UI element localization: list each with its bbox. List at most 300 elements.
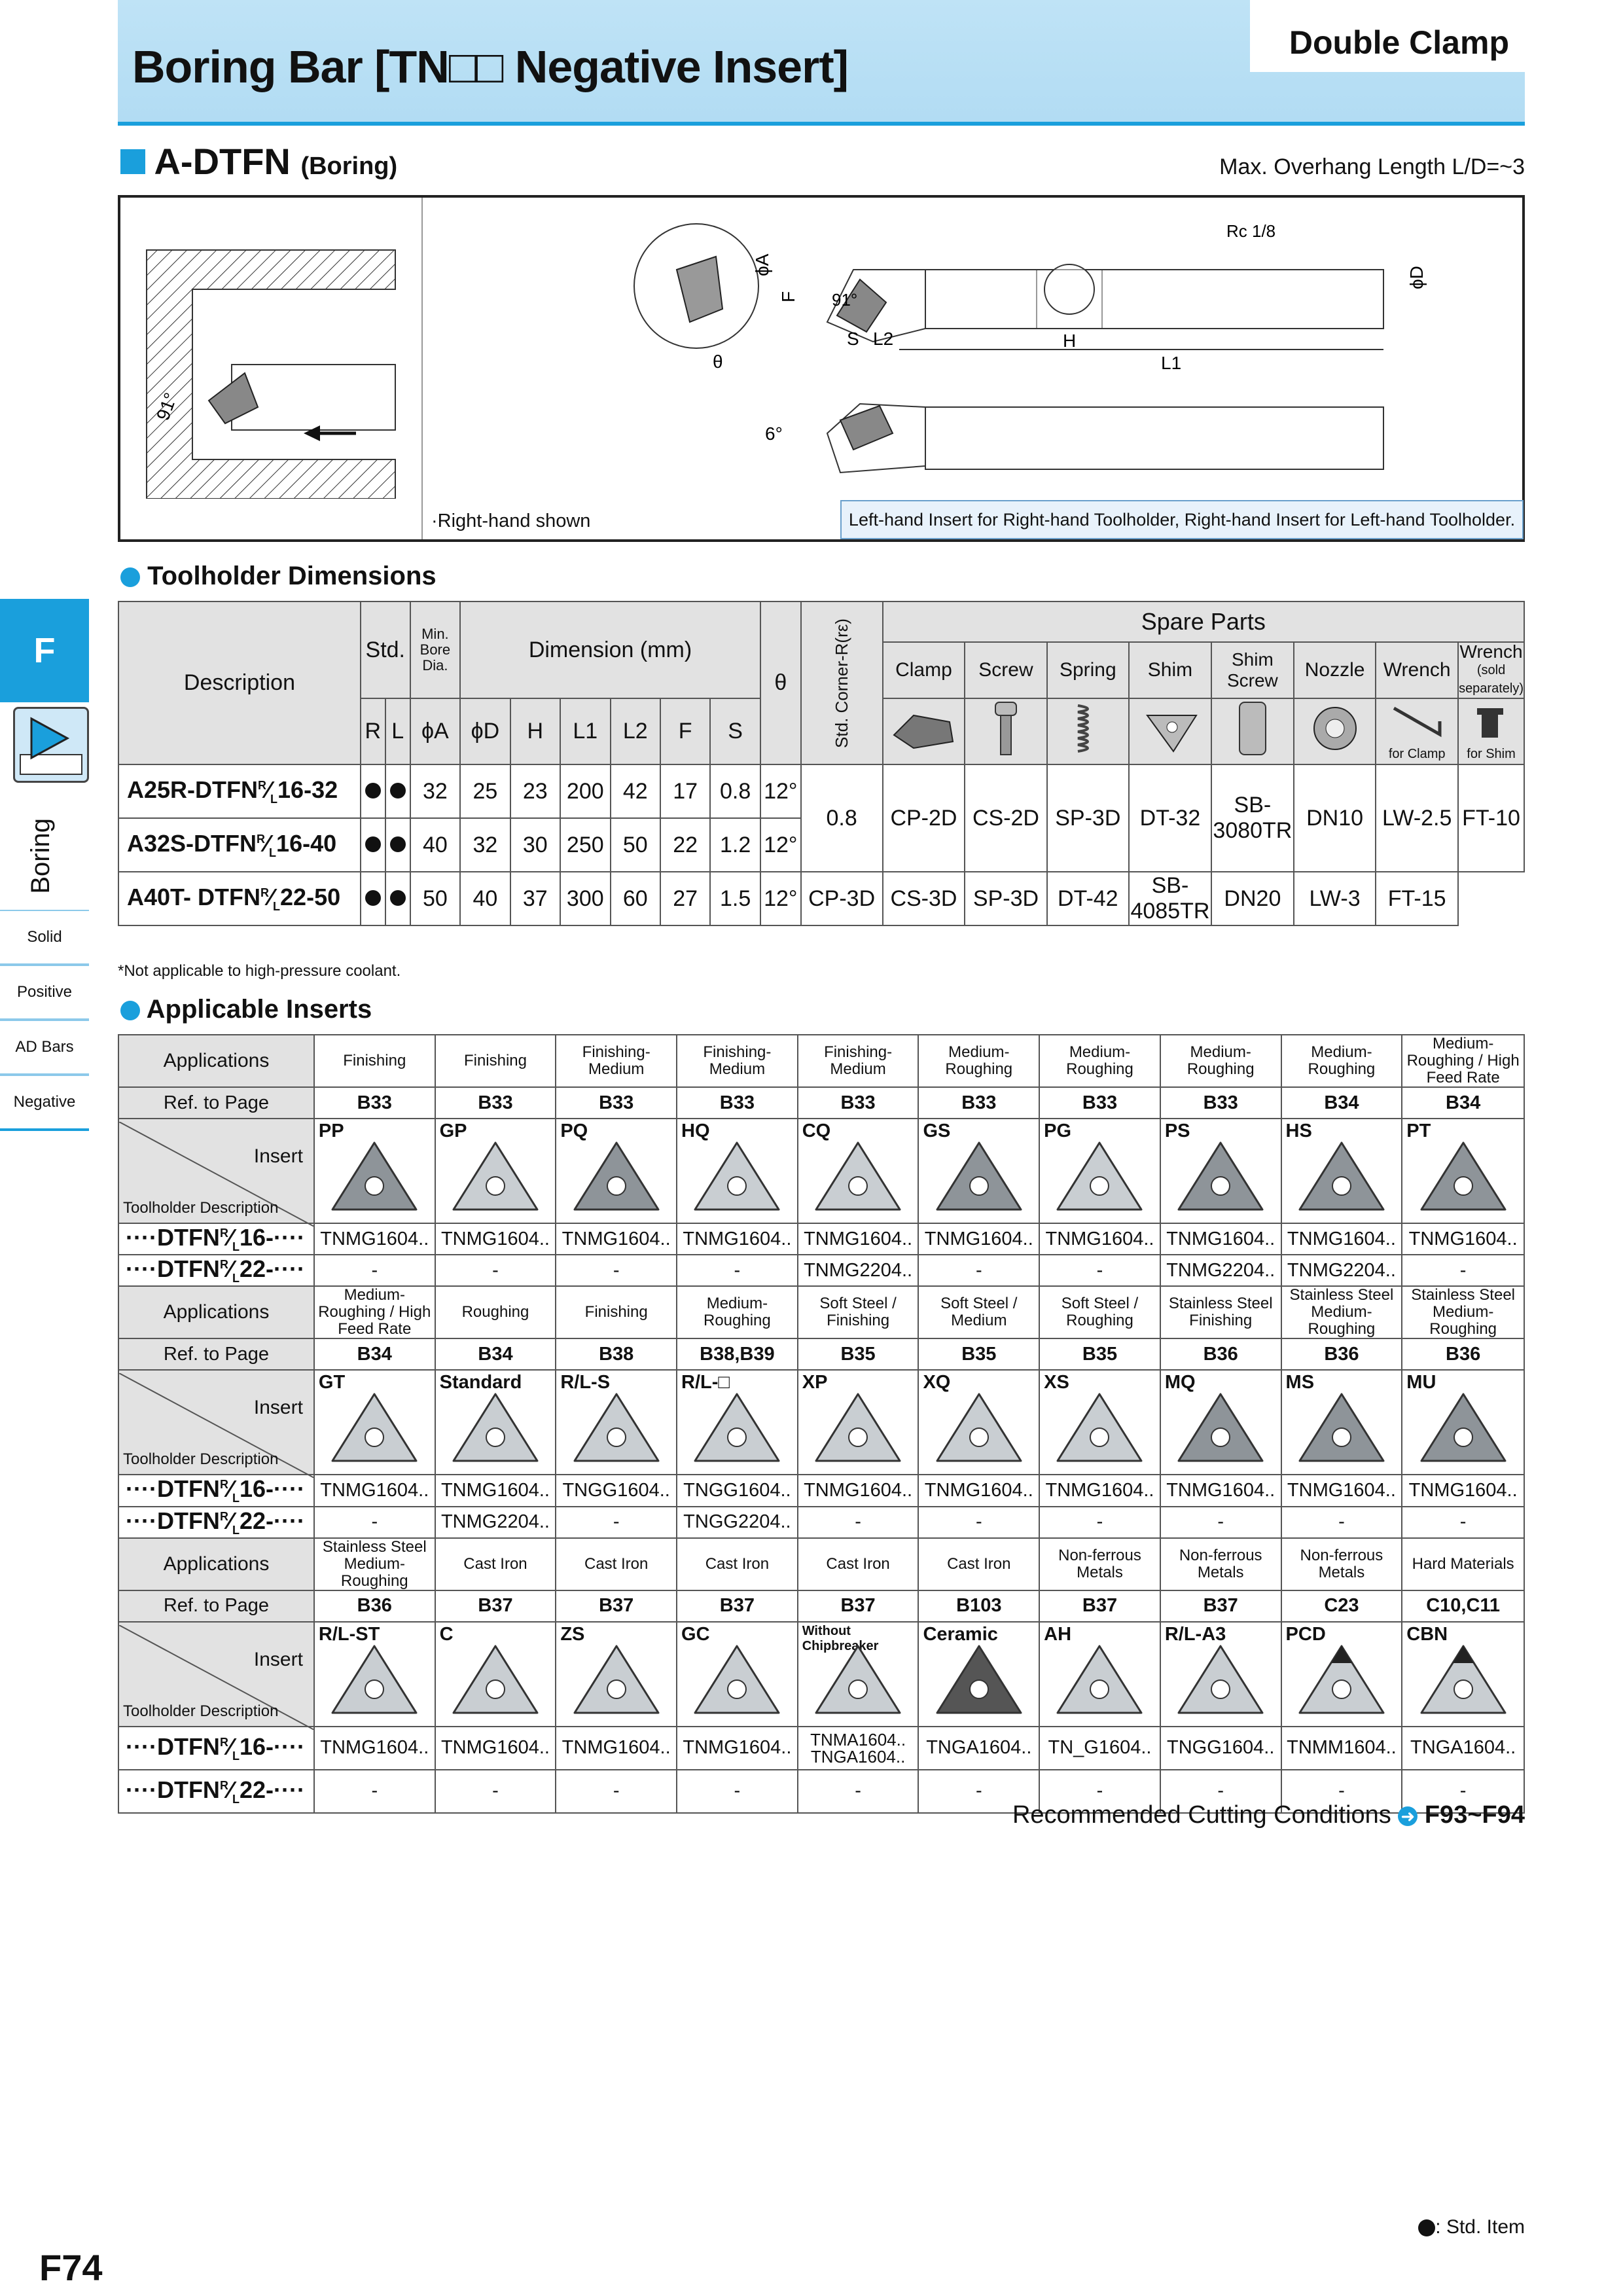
coolant-note: *Not applicable to high-pressure coolant. [118,962,401,980]
boring-bar-icon [13,707,89,783]
ref-page-row [118,1087,1524,1119]
triangle-insert-icon [1054,1642,1145,1717]
sidebar-item-positive[interactable]: Positive [0,965,89,1020]
insert-code-cell: - [1039,1255,1160,1286]
triangle-insert-icon [691,1139,783,1214]
insert-code-cell: TNMG1604.. [677,1727,798,1770]
application-cell: Medium-Roughing [918,1035,1039,1087]
insert-code-cell: - [677,1255,798,1286]
col-l1: L1 [560,698,611,764]
ref-page-cell[interactable]: B35 [1039,1338,1160,1370]
insert-code-cell: TNMG1604.. [435,1475,556,1506]
insert-code-cell: - [1402,1770,1524,1813]
toolholder-16-row [118,1475,1524,1506]
std-r [361,872,385,925]
tool-drawing [120,198,1522,499]
application-cell: Medium-Roughing / High Feed Rate [1402,1035,1524,1087]
application-cell: Soft Steel / Roughing [1039,1286,1160,1338]
application-cell: Finishing-Medium [798,1035,919,1087]
col-std: Std. [361,601,410,698]
spare-nozzle: Nozzle [1294,642,1376,698]
sidebar-category: Boring [26,818,55,894]
insert-code-cell: - [1402,1255,1524,1286]
page-title: Boring Bar [TN□□ Negative Insert] [132,41,848,92]
triangle-insert-icon [1054,1139,1145,1214]
col-h: H [510,698,560,764]
right-hand-note: ·Right-hand shown [431,511,591,531]
application-cell: Stainless Steel Medium-Roughing [1402,1286,1524,1338]
cell-f: 22 [660,818,710,872]
cell-l1: 250 [560,818,611,872]
triangle-insert-icon [812,1390,904,1465]
screw-icon [986,699,1026,758]
cell-screw: CS-2D [965,764,1046,872]
label-rc: Rc 1/8 [1226,221,1276,241]
table-row [118,872,1524,925]
ref-page-cell[interactable]: B33 [798,1087,919,1119]
cell-wrench-2: FT-15 [1376,872,1458,925]
insert-cell[interactable] [1160,1370,1281,1475]
toolholder-16-row [118,1223,1524,1255]
triangle-insert-icon [571,1139,662,1214]
desc-suffix: 16-···· [239,1224,305,1251]
triangle-insert-icon [933,1642,1025,1717]
insert-code-cell: - [1281,1770,1402,1813]
cell-l1: 200 [560,764,611,818]
desc-cell: A40T- $DTFN^R⁄_L22-50$ [118,872,361,925]
wrench-t-icon [1472,702,1511,741]
cell-phid: 40 [460,872,510,925]
triangle-insert-icon [933,1139,1025,1214]
cell-nozzle: DN10 [1294,764,1376,872]
application-cell: Soft Steel / Medium [918,1286,1039,1338]
triangle-insert-icon [1418,1139,1509,1214]
application-cell: Stainless Steel Medium-Roughing [314,1538,435,1590]
insert-grade: Standard [439,1372,522,1393]
ref-page-cell[interactable]: B38 [556,1338,677,1370]
ref-page-cell[interactable]: B36 [1160,1338,1281,1370]
col-phid: ϕD [460,698,510,764]
insert-code-cell: - [314,1507,435,1538]
application-cell: Soft Steel / Finishing [798,1286,919,1338]
insert-grade: XP [802,1372,828,1393]
insert-cell[interactable] [556,1370,677,1475]
triangle-insert-icon [812,1139,904,1214]
square-bullet-icon [120,149,145,174]
ref-page-cell[interactable]: B37 [1039,1590,1160,1622]
insert-code-cell: - [1160,1507,1281,1538]
cell-wrench-1: LW-2.5 [1376,764,1458,872]
ref-page-cell[interactable]: B36 [1281,1338,1402,1370]
insert-cell[interactable] [798,1370,919,1475]
triangle-insert-icon [329,1390,420,1465]
ref-page-cell[interactable]: B33 [314,1087,435,1119]
insert-cell[interactable] [435,1119,556,1223]
label-phid: ϕD [1406,266,1427,289]
cell-l1: 300 [560,872,611,925]
insert-label: Insert [253,1397,303,1419]
triangle-insert-icon [571,1390,662,1465]
insert-cell[interactable] [1039,1119,1160,1223]
cell-s: 0.8 [710,764,760,818]
cell-phia: 32 [410,764,461,818]
applications-label: Applications [118,1035,314,1087]
insert-code-cell: - [798,1507,919,1538]
label-6deg: 6° [765,423,783,444]
ref-label: Ref. to Page [118,1087,314,1119]
insert-cell[interactable] [314,1119,435,1223]
application-cell: Finishing-Medium [677,1035,798,1087]
toolholder-label: Toolholder Description [123,1450,279,1469]
insert-grade: PG [1044,1121,1072,1141]
application-cell: Stainless Steel Finishing [1160,1286,1281,1338]
desc-cell: $A32S-DTFN^R⁄_L16-40$ [118,818,361,872]
spare-clamp: Clamp [883,642,965,698]
applications-label: Applications [118,1538,314,1590]
applications-row [118,1538,1524,1590]
col-minbore: Min. Bore Dia. [410,601,461,698]
cell-spring: SP-3D [1047,764,1129,872]
std-l [385,872,410,925]
triangle-insert-icon [933,1390,1025,1465]
nozzle-icon [1309,702,1361,755]
spare-wrench-1: Wrench [1376,642,1458,698]
ref-page-cell[interactable]: B34 [1402,1087,1524,1119]
application-cell: Stainless Steel Medium-Roughing [1281,1286,1402,1338]
insert-cell[interactable] [1281,1622,1402,1727]
application-cell: Cast Iron [435,1538,556,1590]
ref-page-cell[interactable]: B38,B39 [677,1338,798,1370]
insert-code-cell: TNMG2204.. [1281,1255,1402,1286]
insert-code-cell: TNMG1604.. [435,1727,556,1770]
desc-suffix: 16-40 [276,829,337,857]
ref-page-cell[interactable]: B37 [435,1590,556,1622]
sidebar-item-negative[interactable]: Negative [0,1075,89,1131]
cell-spring: SP-3D [965,872,1046,925]
insert-code-cell: TNMG1604.. [798,1475,919,1506]
desc-cell: $A25R-DTFN^R⁄_L16-32$ [118,764,361,818]
for-clamp-label: for Clamp [1388,746,1446,761]
insert-grade: HQ [681,1121,710,1141]
insert-diagonal-header [118,1370,314,1475]
col-r: R [361,698,385,764]
label-l2: L2 [873,329,894,349]
insert-grade: R/L-□ [681,1372,730,1393]
col-f: F [660,698,710,764]
desc-code: A40T- DTFN [127,883,261,910]
insert-grade: PT [1406,1121,1431,1141]
sidebar-letter: F [0,599,89,702]
insert-grade: Without Chipbreaker [802,1623,879,1653]
insert-grade: PCD [1285,1623,1326,1645]
cell-h: 23 [510,764,560,818]
col-l: L [385,698,410,764]
insert-cell[interactable] [918,1370,1039,1475]
insert-cell[interactable] [435,1370,556,1475]
triangle-insert-icon [691,1390,783,1465]
section-code: A-DTFN [154,141,291,182]
insert-grade: R/L-ST [318,1623,380,1645]
cell-phia: 40 [410,818,461,872]
insert-grade: PP [318,1121,344,1141]
insert-code-cell: - [1402,1507,1524,1538]
angle-label: 91° [152,389,181,423]
label-f: F [778,291,798,302]
ins-title-text: Applicable Inserts [146,995,372,1024]
cell-shim-screw: SB-4085TR [1129,872,1211,925]
desc-prefix: ····DTFN [126,1224,220,1251]
insert-grade: ZS [560,1623,585,1645]
cell-corner-r: 0.8 [801,764,883,872]
col-l2: L2 [611,698,660,764]
col-description: Description [118,601,361,764]
toolholder-label: Toolholder Description [123,1702,279,1720]
ref-page-cell[interactable]: B33 [556,1087,677,1119]
clamp-icon [887,702,959,755]
application-cell: Non-ferrous Metals [1039,1538,1160,1590]
insert-code-cell: - [314,1770,435,1813]
section-title [120,140,397,183]
insert-code-cell: TNMG1604.. [1039,1475,1160,1506]
insert-cell[interactable] [1281,1370,1402,1475]
cell-wrench-1: LW-3 [1294,872,1376,925]
insert-grade: PS [1164,1121,1190,1141]
insert-cell[interactable] [556,1119,677,1223]
insert-code-cell: TNMG1604.. [918,1475,1039,1506]
application-cell: Finishing-Medium [556,1035,677,1087]
application-cell: Cast Iron [677,1538,798,1590]
insert-cell[interactable] [1160,1622,1281,1727]
ref-page-cell[interactable]: B33 [677,1087,798,1119]
ref-page-row [118,1338,1524,1370]
ref-page-cell[interactable]: B37 [798,1590,919,1622]
insert-grade: AH [1044,1623,1072,1645]
toolholder-22-label: $\cdot\cdot\cdot\cdot DTFN^R⁄_L22-\cdot\cdot\cdot\cdot$ [118,1770,314,1813]
insert-label: Insert [253,1648,303,1670]
spring-icon [1068,699,1107,758]
insert-code-cell: TNMG1604.. [1039,1223,1160,1255]
cell-theta: 12° [760,872,801,925]
arrow-icon: ➜ [1398,1806,1418,1826]
insert-cell[interactable] [1281,1119,1402,1223]
insert-grade: XS [1044,1372,1069,1393]
insert-cell[interactable] [1039,1370,1160,1475]
application-cell: Roughing [435,1286,556,1338]
dimension-table [118,601,1525,926]
cell-f: 27 [660,872,710,925]
page-header [118,0,1525,126]
cell-h: 37 [510,872,560,925]
ref-page-cell[interactable]: C10,C11 [1402,1590,1524,1622]
cell-theta: 12° [760,818,801,872]
insert-code-cell: TNMG1604.. [556,1223,677,1255]
insert-code-cell: - [918,1770,1039,1813]
dim-title-text: Toolholder Dimensions [147,562,437,590]
triangle-insert-icon [1175,1139,1266,1214]
application-cell: Cast Iron [918,1538,1039,1590]
cell-wrench-2: FT-10 [1458,764,1524,872]
cell-s: 1.5 [710,872,760,925]
insert-code-cell: TNGA1604.. [918,1727,1039,1770]
triangle-insert-icon [1418,1642,1509,1717]
application-cell: Medium-Roughing [1039,1035,1160,1087]
spare-shim-screw: Shim Screw [1211,642,1294,698]
cell-l2: 42 [611,764,660,818]
desc-prefix: ····DTFN [126,1776,220,1803]
insert-code-cell: TNMG2204.. [435,1507,556,1538]
toolholder-16-label: $\cdot\cdot\cdot\cdot DTFN^R⁄_L16-\cdot\cdot\cdot\cdot$ [118,1223,314,1255]
insert-cell[interactable] [677,1622,798,1727]
desc-prefix: ····DTFN [126,1475,220,1503]
insert-code-cell: TNMG1604.. [314,1727,435,1770]
rec-label: Recommended Cutting Conditions [1012,1801,1391,1829]
insert-cell[interactable] [1402,1370,1524,1475]
insert-cell[interactable] [1402,1119,1524,1223]
insert-grade: PQ [560,1121,588,1141]
ref-page-cell[interactable]: B33 [435,1087,556,1119]
ref-page-cell[interactable]: B33 [1039,1087,1160,1119]
insert-cell[interactable] [798,1119,919,1223]
cell-h: 30 [510,818,560,872]
toolholder-label: Toolholder Description [123,1199,279,1217]
insert-cell[interactable] [1039,1622,1160,1727]
ref-page-cell[interactable]: B36 [314,1590,435,1622]
ref-page-cell[interactable]: B34 [435,1338,556,1370]
insert-grade: XQ [923,1372,951,1393]
ref-page-cell[interactable]: B37 [677,1590,798,1622]
desc-prefix: ····DTFN [126,1507,220,1534]
insert-code-cell: - [798,1770,919,1813]
ref-page-cell[interactable]: B35 [918,1338,1039,1370]
ref-page-cell[interactable]: B35 [798,1338,919,1370]
col-theta: θ [760,601,801,764]
desc-suffix: 16-···· [239,1732,305,1760]
sidebar-item-solid[interactable]: Solid [0,910,89,965]
desc-suffix: 22-···· [239,1507,305,1534]
insert-cell[interactable] [435,1622,556,1727]
cell-screw: CS-3D [883,872,965,925]
col-corner-r: Std. Corner-R(rε) [831,618,851,748]
shim-icon [1141,702,1200,755]
insert-code-cell: TNGG1604.. [556,1475,677,1506]
inserts-body [118,1035,1524,1813]
insert-grade: MU [1406,1372,1436,1393]
triangle-insert-icon [329,1139,420,1214]
spare-shim: Shim [1129,642,1211,698]
inserts-table [118,1034,1525,1814]
ref-page-cell[interactable]: B33 [918,1087,1039,1119]
insert-cell[interactable] [1402,1622,1524,1727]
insert-code-cell: TNMG2204.. [798,1255,919,1286]
header-tab [1250,0,1525,72]
insert-image-row [118,1119,1524,1223]
ref-page-cell[interactable]: B37 [556,1590,677,1622]
insert-cell[interactable] [798,1622,919,1727]
recommended-conditions [1012,1801,1525,1829]
application-cell: Medium-Roughing [677,1286,798,1338]
desc-code: A25R-DTFN [127,776,259,803]
section-sub: (Boring) [300,152,398,180]
insert-cell[interactable] [677,1119,798,1223]
label-s: S [847,329,859,349]
insert-code-cell: TNMG1604.. [1402,1223,1524,1255]
insert-code-cell: TNGG2204.. [677,1507,798,1538]
desc-suffix: 22-···· [239,1776,305,1803]
insert-grade: GS [923,1121,951,1141]
ref-page-cell[interactable]: B34 [314,1338,435,1370]
cell-phia: 50 [410,872,461,925]
ref-page-cell[interactable]: B34 [1281,1087,1402,1119]
toolholder-22-row [118,1507,1524,1538]
ref-page-cell[interactable]: B36 [1402,1338,1524,1370]
std-item-label: : Std. Item [1435,2216,1525,2238]
insert-cell[interactable] [677,1370,798,1475]
insert-code-cell: TNGG1604.. [1160,1727,1281,1770]
insert-code-cell: TNMG1604.. [918,1223,1039,1255]
rec-pages-link[interactable]: F93~F94 [1424,1801,1525,1829]
desc-suffix: 22-···· [239,1255,305,1283]
cell-l2: 60 [611,872,660,925]
col-spare-parts: Spare Parts [883,601,1524,642]
insert-code-cell: TNMG1604.. [677,1223,798,1255]
desc-suffix: 16-···· [239,1475,305,1503]
insert-code-cell: TNMG1604.. [1402,1475,1524,1506]
cell-shim-screw: SB-3080TR [1211,764,1294,872]
desc-suffix: 22-50 [280,883,341,910]
insert-code-cell: TNMA1604.. TNGA1604.. [798,1727,919,1770]
insert-cell[interactable] [1160,1119,1281,1223]
std-item-legend [1418,2216,1525,2238]
col-s: S [710,698,760,764]
label-phia: ϕA [752,253,772,276]
insert-cell[interactable] [918,1622,1039,1727]
toolholder-16-label: $\cdot\cdot\cdot\cdot DTFN^R⁄_L16-\cdot\cdot\cdot\cdot$ [118,1475,314,1506]
application-cell: Cast Iron [798,1538,919,1590]
ref-page-cell[interactable]: B103 [918,1590,1039,1622]
insert-code-cell: - [1160,1770,1281,1813]
insert-code-cell: - [918,1255,1039,1286]
insert-grade: GC [681,1623,710,1645]
label-theta: θ [713,351,723,372]
col-phia: ϕA [410,698,461,764]
desc-prefix: ····DTFN [126,1255,220,1283]
desc-code: A32S-DTFN [127,829,257,857]
insert-code-cell: - [1281,1507,1402,1538]
sidebar-item-ad-bars[interactable]: AD Bars [0,1020,89,1075]
spare-screw: Screw [965,642,1046,698]
ref-page-cell[interactable]: C23 [1281,1590,1402,1622]
application-cell: Hard Materials [1402,1538,1524,1590]
cell-s: 1.2 [710,818,760,872]
insert-code-cell: TNMG2204.. [1160,1255,1281,1286]
insert-grade: R/L-A3 [1164,1623,1226,1645]
insert-cell[interactable] [314,1622,435,1727]
insert-grade: R/L-S [560,1372,611,1393]
dim-section-title [120,562,437,591]
cell-clamp: CP-3D [801,872,883,925]
insert-image-row [118,1622,1524,1727]
toolholder-22-row [118,1255,1524,1286]
application-cell: Cast Iron [556,1538,677,1590]
std-l [385,818,410,872]
insert-image-row [118,1370,1524,1475]
ref-page-cell[interactable]: B37 [1160,1590,1281,1622]
insert-cell[interactable] [918,1119,1039,1223]
insert-cell[interactable] [556,1622,677,1727]
std-dot-icon [1418,2219,1435,2236]
ref-page-cell[interactable]: B33 [1160,1087,1281,1119]
insert-cell[interactable] [314,1370,435,1475]
